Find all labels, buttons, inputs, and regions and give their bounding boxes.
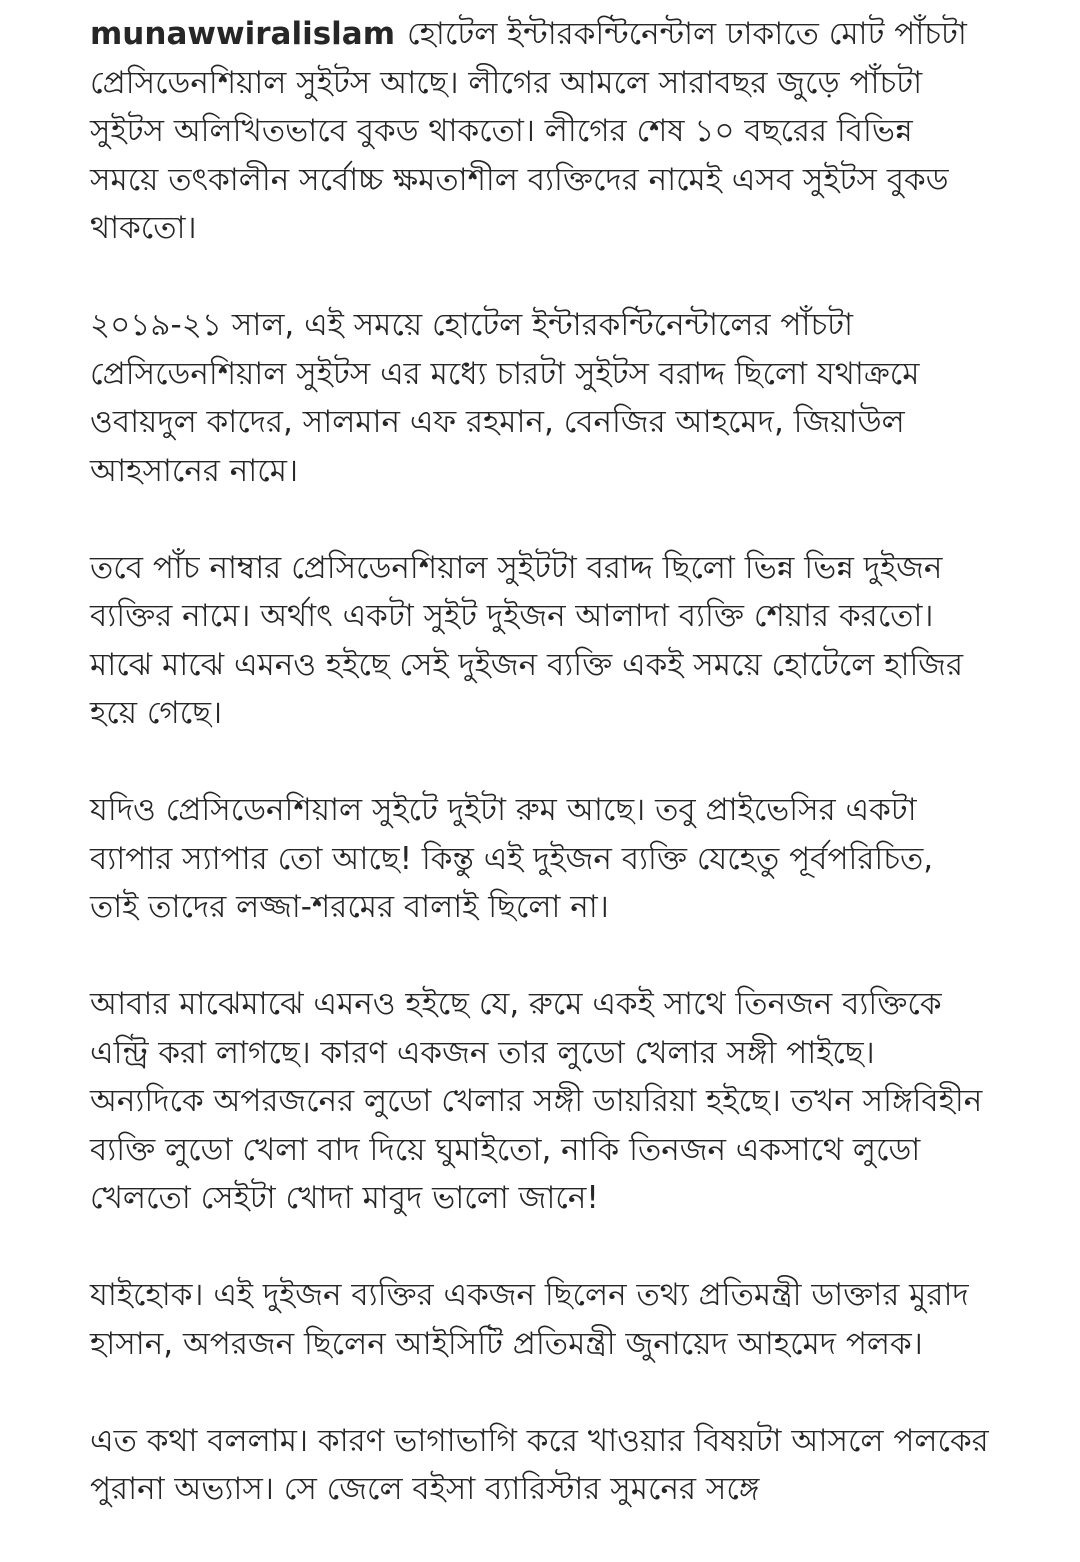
- post-caption: [90, 10, 990, 1562]
- caption-text: হোটেল ইন্টারকন্টিনেন্টাল ঢাকাতে মোট পাঁচটা প্রেসিডেনশিয়াল সুইটস আছে। লীগের আমলে সারাবছর জুড়ে পাঁচটা সুইটস অলিখিতভাবে বুকড থাকতো। লীগের শেষ ১০ বছরের বিভিন্ন সময়ে তৎকালীন সর্বোচ্চ ক্ষমতাশীল ব্যক্তিদের নামেই এসব সুইটস বুকড থাকতো।: [90, 16, 967, 246]
- caption-paragraph-6: যাইহোক। এই দুইজন ব্যক্তির একজন ছিলেন তথ্য প্রতিমন্ত্রী ডাক্তার মুরাদ হাসান, অপরজন ছিলেন আইসিটি প্রতিমন্ত্রী জুনায়েদ আহমেদ পলক।: [90, 1277, 969, 1362]
- username-link[interactable]: munawwiralislam: [90, 16, 396, 52]
- caption-paragraph-7: এত কথা বললাম। কারণ ভাগাভাগি করে খাওয়ার বিষয়টা আসলে পলকের পুরানা অভ্যাস। সে জেলে বইসা ব্যারিস্টার সুমনের সঙ্গে: [90, 1422, 989, 1507]
- caption-paragraph-2: ২০১৯-২১ সাল, এই সময়ে হোটেল ইন্টারকন্টিনেন্টালের পাঁচটা প্রেসিডেনশিয়াল সুইটস এর মধ্যে চারটা সুইটস বরাদ্দ ছিলো যথাক্রমে ওবায়দুল কাদের, সালমান এফ রহমান, বেনজির আহমেদ, জিয়াউল আহসানের নামে।: [90, 307, 920, 489]
- caption-paragraph-1: [90, 10, 990, 253]
- caption-paragraph-3: তবে পাঁচ নাম্বার প্রেসিডেনশিয়াল সুইটটা বরাদ্দ ছিলো ভিন্ন ভিন্ন দুইজন ব্যক্তির নামে। অর্থাৎ একটা সুইট দুইজন আলাদা ব্যক্তি শেয়ার করতো। মাঝে মাঝে এমনও হইছে সেই দুইজন ব্যক্তি একই সময়ে হোটেলে হাজির হয়ে গেছে।: [90, 549, 964, 731]
- caption-paragraph-4: যদিও প্রেসিডেনশিয়াল সুইটে দুইটা রুম আছে। তবু প্রাইভেসির একটা ব্যাপার স্যাপার তো আছে! কিন্তু এই দুইজন ব্যক্তি যেহেতু পূর্বপরিচিত, তাই তাদের লজ্জা-শরমের বালাই ছিলো না।: [90, 792, 934, 925]
- caption-paragraph-5: আবার মাঝেমাঝে এমনও হইছে যে, রুমে একই সাথে তিনজন ব্যক্তিকে এন্ট্রি করা লাগছে। কারণ একজন তার লুডো খেলার সঙ্গী পাইছে। অন্যদিকে অপরজনের লুডো খেলার সঙ্গী ডায়রিয়া হইছে। তখন সঙ্গিবিহীন ব্যক্তি লুডো খেলা বাদ দিয়ে ঘুমাইতো, নাকি তিনজন একসাথে লুডো খেলতো সেইটা খোদা মাবুদ ভালো জানে!: [90, 986, 983, 1216]
